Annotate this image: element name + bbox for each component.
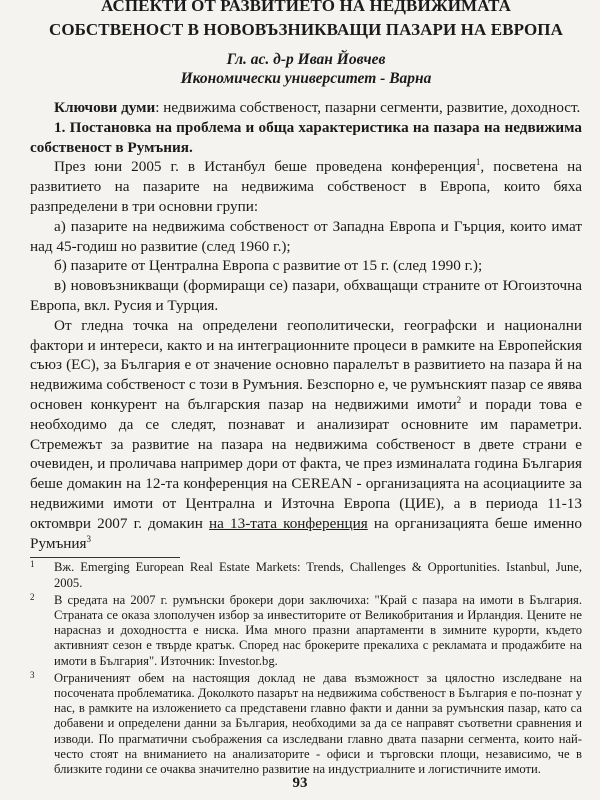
paragraph-2 <box>30 316 582 554</box>
footnote-1 <box>30 560 582 590</box>
footnote-3 <box>30 671 582 777</box>
p2-text-b: и поради това е необходимо да се следят, познават и анализират основните им параметри. Стремежът за развитие на пазара на недвижима собственост в двете страни е очевиден, и проличава например дори от факта, че през изминалата година България беше домакин на 12-та конференция на CEREAN - организацията на асоциациите за недвижими имоти от Централна и Източна Европа (ЦИЕ), а в периода 11-13 октомври 2007 г. домакин <box>30 395 582 532</box>
keywords-text: : недвижима собственост, пазарни сегменти, развитие, доходност. <box>155 99 581 116</box>
footnote-number: 2 <box>30 591 35 602</box>
footnote-2 <box>30 593 582 669</box>
footnote-ref-1: 1 <box>475 157 481 168</box>
p2-text-a: От гледна точка на определени геополитически, географски и национални фактори и интереси, както и на интеграционните процеси в рамките на Европейския съюз (ЕС), за България е от значение основно паралелът в развитието на пазара й на недвижима собственост с този в Румъния. Безспорно е, че румънският пазар се явява основен конкурент на българския пазар на недвижими имоти <box>30 316 582 413</box>
footnote-text: В средата на 2007 г. румънски брокери дори заключиха: "Край с пазара на имоти в България. Страната се оказа злополучен избор за инвеститорите от Великобритания и Ирландия. Цените не нарасназ и доходността е ниска. Има много празни апартаменти в зимните курорти, където активният сезон е твърде кратък. Според нас брокерите прекалиха с рекламата и продажбите на имоти в България". Източник: Investor.bg. <box>54 592 582 668</box>
footnote-text: Вж. Emerging European Real Estate Markets: Trends, Challenges & Opportunities. Istanbul, June, 2005. <box>54 560 582 590</box>
body-text <box>30 98 582 553</box>
footnote-divider <box>30 557 180 558</box>
author-name: Гл. ас. д-р Иван Йовчев <box>226 51 386 68</box>
page-number: 93 <box>292 775 308 791</box>
footnote-text: Ограниченият обем на настоящия доклад не дава възможност за цялостно изследване на посочената проблематика. Доколкото пазарът на недвижима собственост в България е по-познат у нас, в рамките на изложението са представени главно факти и данни за румънския пазар, като са добавени и определени данни за България, необходими за да се направят съответни сравнения и изводи. По прагматични съображения са изследвани главно двата пазарни сегмента, които най-често стоят на вниманието на анализаторите - офиси и търговски площи, независимо, че в близките години се очаква значително развитие на индустриалните и логистичните имоти. <box>54 670 582 776</box>
list-item-b: б) пазарите от Централна Европа с развитие от 15 г. (след 1990 г.); <box>54 257 483 275</box>
title-line-1: АСПЕКТИ ОТ РАЗВИТИЕТО НА НЕДВИЖИМАТА <box>100 0 512 15</box>
keywords-paragraph <box>30 98 582 118</box>
p2-underlined-text: на 13-тата конференция <box>209 514 368 532</box>
title-line-2: СОБСТВЕНОСТ В НОВОВЪЗНИКВАЩИ ПАЗАРИ НА ЕВРОПА <box>48 20 564 39</box>
p1-text-a: През юни 2005 г. в Истанбул беше проведена конференция <box>54 158 476 176</box>
footnotes <box>30 560 582 777</box>
footnote-ref-2: 2 <box>456 394 462 405</box>
list-item-a: а) пазарите на недвижима собственост от Западна Европа и Гърция, които имат над 45-годиш но развитие (след 1960 г.); <box>30 217 582 255</box>
keywords-label: Ключови думи <box>54 99 156 116</box>
p1-text-b: , посветена на развитието на пазарите на недвижима собственост в Европа, които бяха разпределени в три основни групи: <box>30 158 583 215</box>
author-block <box>30 50 582 88</box>
paper-title <box>30 0 582 42</box>
section-heading: 1. Постановка на проблема и обща характеристика на пазара на недвижима собственост в Румъния. <box>30 118 582 156</box>
author-affiliation: Икономически университет - Варна <box>180 70 432 87</box>
footnote-number: 1 <box>30 559 35 570</box>
list-item-c: в) нововъзникващи (формиращи се) пазари, обхващащи страните от Югоизточна Европа, вкл. Русия и Турция. <box>30 277 582 314</box>
footnote-number: 3 <box>30 669 35 680</box>
footnote-ref-3: 3 <box>86 533 92 544</box>
p2-text-c: на организацията беше именно Румъния <box>30 514 582 552</box>
paragraph-1 <box>30 157 582 216</box>
